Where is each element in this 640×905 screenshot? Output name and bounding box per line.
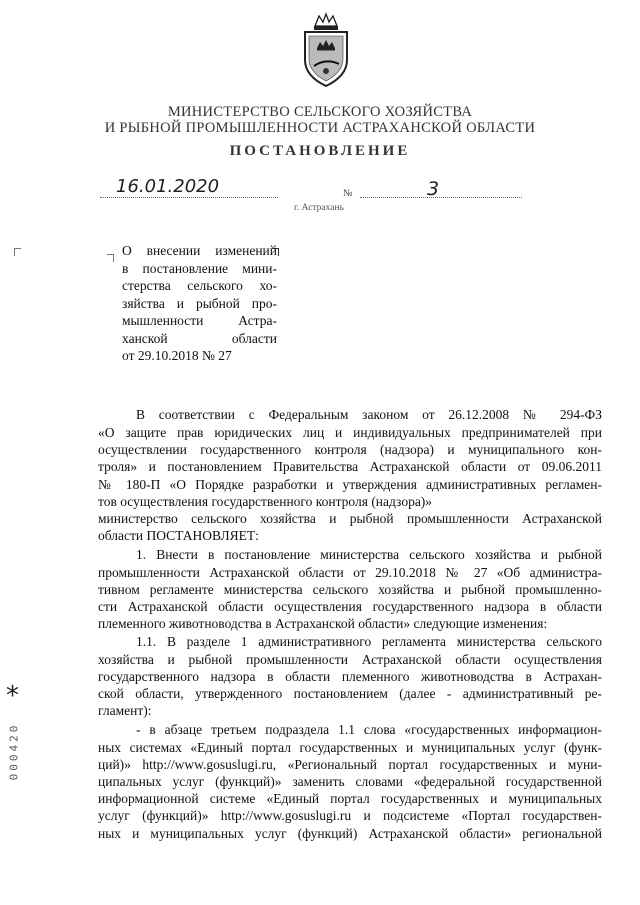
document-number: 3 [427,178,440,200]
subject-line: мышленности Астра- [122,313,277,328]
body-line: ципальных услуг (функций)» заменить словами «федеральной государственной [98,774,602,789]
subject-line: от 29.10.2018 № 27 [122,348,232,363]
body-line: 1.1. В разделе 1 административного регламента министерства сельского [136,634,602,649]
body-line: ных системах «Единый портал государственных и муниципальных услуг (функ- [98,740,602,755]
margin-serial-number: 000420 [7,722,21,781]
margin-asterisk: * [6,681,19,711]
body-line: 1. Внести в постановление министерства сельского хозяйства и рыбной [136,547,602,562]
body-line: хозяйства и рыбной промышленности Астраханской области осуществления [98,652,602,667]
body-line: промышленности Астраханской области от 29.10.2018 № 27 «Об администра- [98,565,602,580]
body-line: «О защите прав юридических лиц и индивидуальных предпринимателей при [98,425,602,440]
body-line: ций)» http://www.gosuslugi.ru, «Региональный портал государственных и муни- [98,757,602,772]
document-type-title: ПОСТАНОВЛЕНИЕ [229,143,411,159]
body-line: услуг (функций)» http://www.gosuslugi.ru и подсистеме «Портал государствен- [98,808,602,823]
subject-line: стерства сельского хо- [122,278,277,293]
coat-of-arms-emblem [295,12,357,90]
body-line: № 180-П «О Порядке разработки и утверждения административных регламен- [98,477,602,492]
body-line: сти Астраханской области осуществления государственного надзора в области [98,599,602,614]
body-line: информационной системе «Единый портал государственных и муниципальных [98,791,602,806]
city-label: г. Астрахань [294,203,344,213]
body-line: тов осуществления государственного контроля (надзора)» [98,494,433,509]
date-underline [100,197,278,198]
body-line: племенного животноводства в Астраханской области» следующие изменения: [98,616,548,631]
body-line: троля» и постановлением Правительства Астраханской области от 09.06.2011 [98,459,602,474]
subject-line: О внесении изменений [122,243,277,258]
body-line: области ПОСТАНОВЛЯЕТ: [98,528,259,543]
bracket-left-outer [14,248,21,256]
body-line: ных и муниципальных услуг (функций) Астраханской области» региональной [98,826,602,841]
subject-line: в постановление мини- [122,261,277,276]
body-line: В соответствии с Федеральным законом от 26.12.2008 № 294-ФЗ [136,407,602,422]
body-line: ской области, утвержденного постановлением (далее - административный ре- [98,686,602,701]
subject-line: ханской области [122,331,277,346]
bracket-left-inner [107,254,114,262]
ministry-name-line-1: МИНИСТЕРСТВО СЕЛЬСКОГО ХОЗЯЙСТВА [167,104,473,120]
ministry-name-line-2: И РЫБНОЙ ПРОМЫШЛЕННОСТИ АСТРАХАНСКОЙ ОБЛАСТИ [104,120,536,136]
body-line: министерство сельского хозяйства и рыбной промышленности Астраханской [98,511,602,526]
body-line: государственного надзора в области племенного животноводства в Астрахан- [98,669,602,684]
body-line: - в абзаце третьем подраздела 1.1 слова «государственных информацион- [136,722,602,737]
document-date: 16.01.2020 [116,176,220,197]
body-line: тивном регламенте министерства сельского хозяйства и рыбной промышленно- [98,582,602,597]
number-label: № [343,188,353,199]
body-line: гламент): [98,703,152,718]
subject-line: зяйства и рыбной про- [122,296,277,311]
number-underline [360,197,522,198]
body-line: осуществлении государственного контроля (надзора) и муниципального кон- [98,442,602,457]
